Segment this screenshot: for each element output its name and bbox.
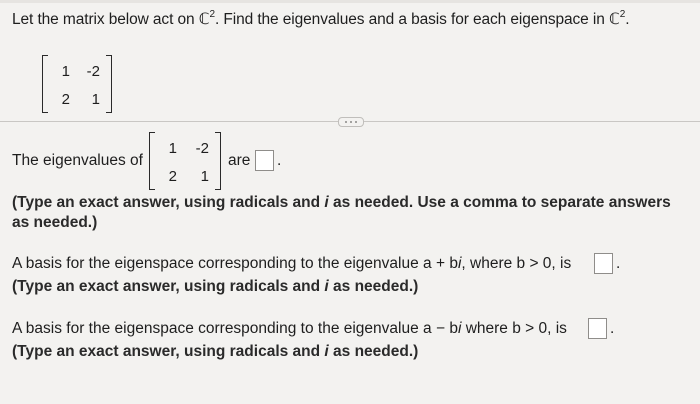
basis-plus-text: A basis for the eigenspace corresponding to the eigenvalue a + b bbox=[12, 255, 458, 272]
field-power-2: 2 bbox=[619, 9, 626, 20]
prompt-rest: . Find the eigenvalues and a basis for each eigenspace in bbox=[214, 11, 609, 29]
are-label: are bbox=[228, 152, 251, 169]
eigenvalues-hint: (Type an exact answer, using radicals and i as needed. Use a comma to separate answers as needed.) bbox=[12, 194, 671, 231]
matrix-cell: 1 bbox=[61, 63, 70, 80]
matrix-display bbox=[42, 55, 112, 113]
top-edge bbox=[0, 0, 700, 3]
matrix-cell: -2 bbox=[86, 63, 100, 80]
basis-plus-prompt bbox=[12, 255, 571, 273]
matrix-cell: 2 bbox=[61, 91, 70, 108]
basis-plus-hint: (Type an exact answer, using radicals and i as needed.) bbox=[12, 278, 419, 295]
basis-plus-answer-box[interactable] bbox=[594, 253, 613, 274]
field-power: 2 bbox=[209, 9, 215, 20]
imaginary-unit: i bbox=[457, 255, 462, 272]
eigenvalues-answer-box[interactable] bbox=[255, 150, 274, 171]
basis-plus-condition: , where b > 0, is bbox=[461, 255, 572, 272]
prompt-text: Let the matrix below act on bbox=[12, 11, 199, 29]
matrix-cell: 1 bbox=[168, 140, 177, 157]
prompt-end: . bbox=[625, 11, 630, 29]
basis-minus-text: A basis for the eigenspace corresponding to the eigenvalue a − b bbox=[12, 320, 458, 337]
field-symbol-2: ℂ bbox=[608, 11, 620, 29]
matrix-cell: 2 bbox=[168, 168, 177, 185]
eigenvalues-label: The eigenvalues of bbox=[12, 152, 143, 169]
imaginary-unit: i bbox=[457, 320, 462, 337]
basis-minus-hint: (Type an exact answer, using radicals and i as needed.) bbox=[12, 343, 419, 360]
matrix-inline bbox=[149, 132, 221, 190]
matrix-cell: 1 bbox=[91, 91, 100, 108]
question-prompt bbox=[12, 10, 629, 29]
divider-grip-handle[interactable] bbox=[338, 117, 364, 127]
basis-minus-prompt bbox=[12, 320, 567, 338]
period: . bbox=[616, 255, 621, 272]
right-bracket bbox=[106, 55, 112, 113]
field-symbol: ℂ bbox=[198, 11, 210, 29]
right-bracket bbox=[215, 132, 221, 190]
matrix-cell: -2 bbox=[195, 140, 209, 157]
basis-minus-answer-box[interactable] bbox=[588, 318, 607, 339]
basis-minus-condition: where b > 0, is bbox=[461, 320, 567, 337]
period: . bbox=[277, 152, 282, 169]
period: . bbox=[610, 320, 615, 337]
matrix-cell: 1 bbox=[200, 168, 209, 185]
